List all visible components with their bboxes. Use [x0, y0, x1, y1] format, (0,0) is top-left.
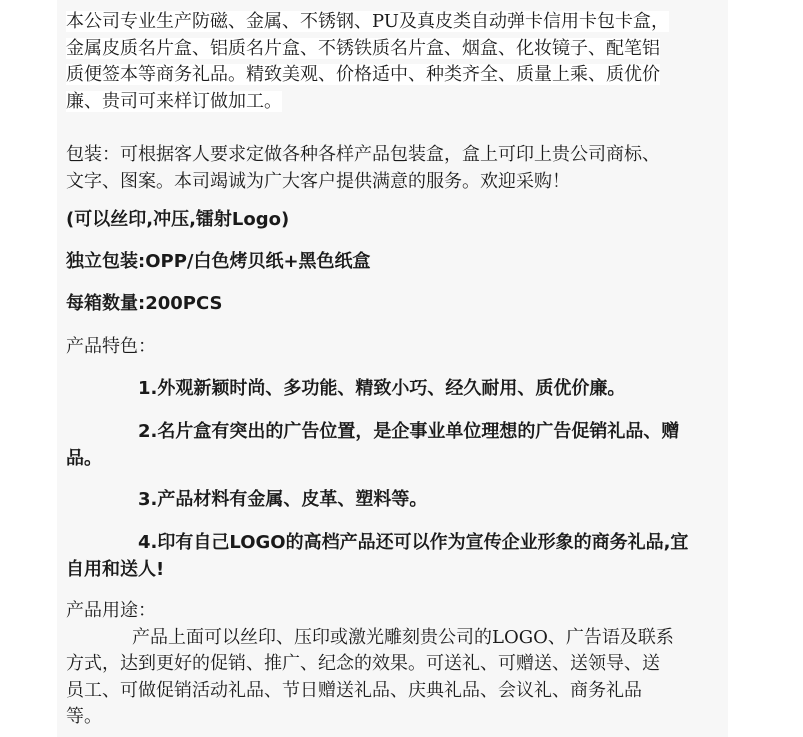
feature-item-4: [66, 530, 732, 583]
feature-item-2: [66, 419, 732, 472]
usage-line-3: 员工、可做促销活动礼品、节日赠送礼品、庆典礼品、会议礼、商务礼品: [66, 679, 642, 701]
feature-item-4-line-2: 自用和送人!: [66, 558, 165, 580]
usage-line-4: 等。: [66, 706, 102, 727]
packaging-line-1: 包装：可根据客人要求定做各种各样产品包装盒，盒上可印上贵公司商标、: [66, 144, 660, 165]
box-quantity: 每箱数量:200PCS: [66, 293, 223, 314]
intro-line-1: 本公司专业生产防磁、金属、不锈钢、PU及真皮类自动弹卡信用卡包卡盒，: [66, 11, 669, 32]
features-heading: 产品特色：: [66, 336, 156, 357]
intro-line-4: 廉、贵司可来样订做加工。: [66, 90, 282, 112]
intro-paragraph: [66, 9, 732, 115]
logo-note: (可以丝印,冲压,镭射Logo): [66, 209, 290, 230]
usage-heading: 产品用途：: [66, 600, 156, 621]
packaging-paragraph: [66, 142, 732, 195]
usage-paragraph: [66, 598, 732, 731]
feature-item-1: 1.外观新颖时尚、多功能、精致小巧、经久耐用、质优价廉。: [138, 378, 626, 399]
intro-line-2: 金属皮质名片盒、铝质名片盒、不锈铁质名片盒、烟盒、化妆镜子、配笔铝: [66, 37, 660, 59]
packaging-line-2: 文字、图案。本司竭诚为广大客户提供满意的服务。欢迎采购！: [66, 170, 570, 192]
usage-line-1: 产品上面可以丝印、压印或激光雕刻贵公司的LOGO、广告语及联系: [132, 626, 674, 648]
intro-line-3: 质便签本等商务礼品。精致美观、价格适中、种类齐全、质量上乘、质优价: [66, 64, 660, 85]
feature-item-2-line-1: 2.名片盒有突出的广告位置，是企事业单位理想的广告促销礼品、赠: [138, 421, 680, 442]
single-pack-info: 独立包装:OPP/白色烤贝纸+黑色纸盒: [66, 251, 371, 272]
feature-item-3: 3.产品材料有金属、皮革、塑料等。: [138, 489, 428, 510]
usage-line-2: 方式，达到更好的促销、推广、纪念的效果。可送礼、可赠送、送领导、送: [66, 653, 660, 674]
feature-item-2-line-2: 品。: [66, 447, 102, 469]
feature-item-4-line-1: 4.印有自己LOGO的高档产品还可以作为宣传企业形象的商务礼品,宜: [138, 532, 689, 553]
